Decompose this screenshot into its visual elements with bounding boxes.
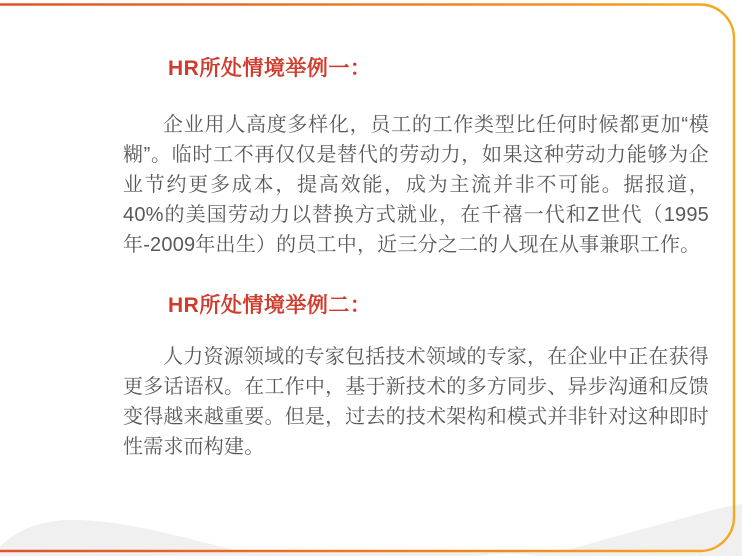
section-2-heading: HR所处情境举例二： — [168, 294, 372, 317]
card-border-line — [0, 5, 734, 552]
section-2-paragraph: 人力资源领域的专家包括技术领域的专家，在企业中正在获得更多话语权。在工作中，基于新技术的多方同步、异步沟通和反馈变得越来越重要。但是，过去的技术架构和模式并非针对这种即时性需求而构建。 — [123, 346, 709, 458]
section-1-heading: HR所处情境举例一： — [168, 57, 372, 80]
section-1-paragraph: 企业用人高度多样化，员工的工作类型比任何时候都更加“模糊”。临时工不再仅仅是替代的劳动力，如果这种劳动力能够为企业节约更多成本，提高效能，成为主流并非不可能。据报道，40%的美国劳动力以替换方式就业，在千禧一代和Z世代（1995年-2009年出生）的员工中，近三分之二的人现在从事兼职工作。 — [123, 114, 709, 256]
